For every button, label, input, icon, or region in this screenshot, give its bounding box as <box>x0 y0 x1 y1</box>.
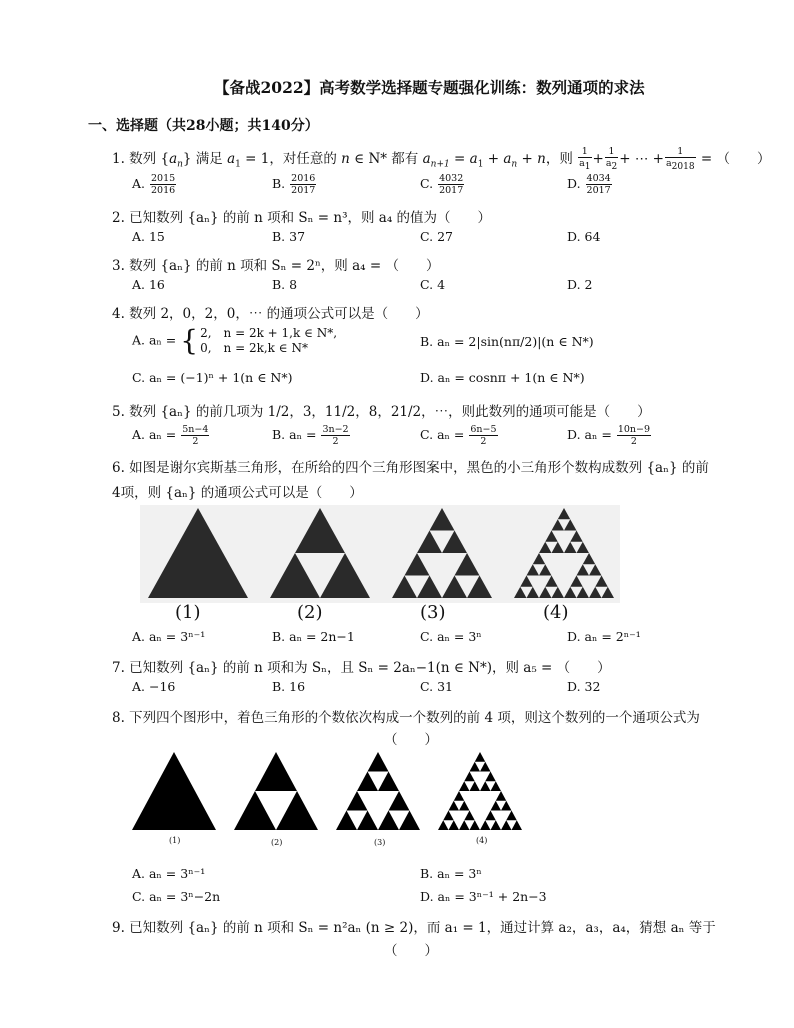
sierpinski-triangle <box>470 781 481 791</box>
q8-fig-label-4: (4) <box>476 836 488 845</box>
sierpinski-triangle <box>470 762 481 772</box>
sierpinski-triangle <box>378 772 399 792</box>
sierpinski-triangle <box>347 791 368 811</box>
q6-option-d: D. aₙ = 2ⁿ⁻¹ <box>567 629 641 644</box>
sierpinski-triangle <box>491 801 502 811</box>
sierpinski-triangle <box>132 752 216 830</box>
sierpinski-triangle <box>336 811 357 831</box>
q1-option-b: B. $\frac{2016}{2017}$ <box>272 173 316 196</box>
section-heading: 一、选择题（共28小题；共140分） <box>88 118 319 134</box>
q7-option-c: C. 31 <box>420 679 453 694</box>
q3-option-b: B. 8 <box>272 277 298 292</box>
q2-option-d: D. 64 <box>567 229 601 244</box>
sierpinski-triangle <box>501 820 512 830</box>
q3-stem: 3. 数列 {aₙ} 的前 n 项和 Sₙ = 2ⁿ，则 a₄ = （ ） <box>112 258 440 274</box>
q7-stem: 7. 已知数列 {aₙ} 的前 n 项和为 Sₙ，且 Sₙ = 2aₙ−1(n ∈ N*)，则 a₅ = （ ） <box>112 660 611 676</box>
sierpinski-triangle <box>389 791 410 811</box>
q8-option-c: C. aₙ = 3ⁿ−2n <box>132 889 221 904</box>
q4-option-d: D. aₙ = cosnπ + 1(n ∈ N*) <box>420 370 585 385</box>
sierpinski-triangle <box>399 811 420 831</box>
sierpinski-triangle <box>368 752 389 772</box>
sierpinski-triangle <box>438 820 449 830</box>
sierpinski-triangle <box>357 772 378 792</box>
sierpinski-triangle <box>480 762 491 772</box>
sierpinski-triangle <box>480 781 491 791</box>
q5-option-a: A. aₙ = $\frac{5n-4}{2}$ <box>132 424 209 447</box>
q6-option-c: C. aₙ = 3ⁿ <box>420 629 482 644</box>
sierpinski-triangle <box>464 811 475 821</box>
q2-option-a: A. 15 <box>132 229 165 244</box>
sierpinski-triangle <box>464 772 475 782</box>
sierpinski-triangle <box>459 801 470 811</box>
q6-stem-line2: 4项，则 {aₙ} 的通项公式可以是（ ） <box>112 485 363 501</box>
q8-fig-label-1: (1) <box>169 836 181 845</box>
q4-stem: 4. 数列 2，0，2，0，⋯ 的通项公式可以是（ ） <box>112 306 429 322</box>
q6-stem-line1: 6. 如图是谢尔宾斯基三角形，在所给的四个三角形图案中，黑色的小三角形个数构成数列 {aₙ} 的前 <box>112 460 709 476</box>
q2-option-c: C. 27 <box>420 229 453 244</box>
sierpinski-triangle <box>357 811 378 831</box>
sierpinski-triangle <box>454 791 465 801</box>
q1-option-c: C. $\frac{4032}{2017}$ <box>420 173 464 196</box>
sierpinski-triangle <box>255 752 297 791</box>
sierpinski-triangle <box>475 752 486 762</box>
q7-option-a: A. −16 <box>132 679 176 694</box>
q4-option-a: A. aₙ = { 2, n = 2k + 1,k ∈ N*, 0, n = 2k,k ∈ N* <box>132 324 338 357</box>
sierpinski-triangle <box>512 820 523 830</box>
q6-fig-label-3: (3) <box>420 602 446 623</box>
q4-option-b: B. aₙ = 2|sin(nπ/2)|(n ∈ N*) <box>420 334 594 349</box>
q6-sierpinski-figure <box>140 505 620 603</box>
sierpinski-triangle <box>480 820 491 830</box>
q9-stem-line2: （ ） <box>384 943 438 959</box>
q1-option-d: D. $\frac{4034}{2017}$ <box>567 173 611 196</box>
q6-fig-label-1: (1) <box>175 602 201 623</box>
q7-option-d: D. 32 <box>567 679 601 694</box>
q8-stem-line2: （ ） <box>384 732 438 748</box>
q2-stem: 2. 已知数列 {aₙ} 的前 n 项和 Sₙ = n³，则 a₄ 的值为（ ） <box>112 210 492 226</box>
sierpinski-triangle <box>496 791 507 801</box>
q5-option-b: B. aₙ = $\frac{3n-2}{2}$ <box>272 424 349 447</box>
page-title: 【备战2022】高考数学选择题专题强化训练：数列通项的求法 <box>214 78 645 97</box>
q6-fig-label-4: (4) <box>543 602 569 623</box>
sierpinski-triangle <box>449 820 460 830</box>
q5-option-d: D. aₙ = $\frac{10n-9}{2}$ <box>567 424 651 447</box>
sierpinski-triangle <box>485 811 496 821</box>
sierpinski-triangle <box>449 801 460 811</box>
sierpinski-triangle <box>491 820 502 830</box>
q8-stem-line1: 8. 下列四个图形中，着色三角形的个数依次构成一个数列的前 4 项，则这个数列的一个通项公式为 <box>112 710 700 726</box>
sierpinski-triangle <box>506 811 517 821</box>
q6-option-b: B. aₙ = 2n−1 <box>272 629 355 644</box>
sierpinski-triangle <box>501 801 512 811</box>
q3-option-d: D. 2 <box>567 277 593 292</box>
q1-stem: 1. 数列 $\{a_n\}$ 满足 $a_1 = 1$，对任意的 n ∈ N* 都有 $a_{n+1} = a_1 + a_n + n$，则 $\frac{1}{a_1}$ + $\frac{1}{a_2}$ + ⋯ + $\frac{1}{a_{2018}}$ = （ ） <box>112 146 771 172</box>
q3-option-a: A. 16 <box>132 277 165 292</box>
q8-option-d: D. aₙ = 3ⁿ⁻¹ + 2n−3 <box>420 889 547 904</box>
sierpinski-triangle <box>459 820 470 830</box>
q8-option-a: A. aₙ = 3ⁿ⁻¹ <box>132 866 206 881</box>
sierpinski-triangle <box>470 820 481 830</box>
q6-option-a: A. aₙ = 3ⁿ⁻¹ <box>132 629 206 644</box>
q6-fig-label-2: (2) <box>297 602 323 623</box>
q7-option-b: B. 16 <box>272 679 306 694</box>
q5-option-c: C. aₙ = $\frac{6n-5}{2}$ <box>420 424 497 447</box>
q9-stem-line1: 9. 已知数列 {aₙ} 的前 n 项和 Sₙ = n²aₙ (n ≥ 2)，而 a₁ = 1，通过计算 a₂，a₃，a₄，猜想 aₙ 等于 <box>112 920 716 936</box>
sierpinski-triangle <box>459 781 470 791</box>
sierpinski-triangle <box>491 781 502 791</box>
sierpinski-triangle <box>485 772 496 782</box>
q8-fig-label-2: (2) <box>271 838 283 847</box>
sierpinski-triangle <box>276 791 318 830</box>
q8-option-b: B. aₙ = 3ⁿ <box>420 866 482 881</box>
q4-option-c: C. aₙ = (−1)ⁿ + 1(n ∈ N*) <box>132 370 293 385</box>
q8-triangle-figure <box>130 750 530 832</box>
q5-stem: 5. 数列 {aₙ} 的前几项为 1/2，3，11/2，8，21/2，⋯，则此数列的通项可能是（ ） <box>112 404 651 420</box>
sierpinski-triangle <box>378 811 399 831</box>
sierpinski-triangle <box>234 791 276 830</box>
q1-option-a: A. $\frac{2015}{2016}$ <box>132 173 176 196</box>
sierpinski-triangle <box>443 811 454 821</box>
q3-option-c: C. 4 <box>420 277 446 292</box>
q2-option-b: B. 37 <box>272 229 306 244</box>
q8-fig-label-3: (3) <box>374 838 386 847</box>
